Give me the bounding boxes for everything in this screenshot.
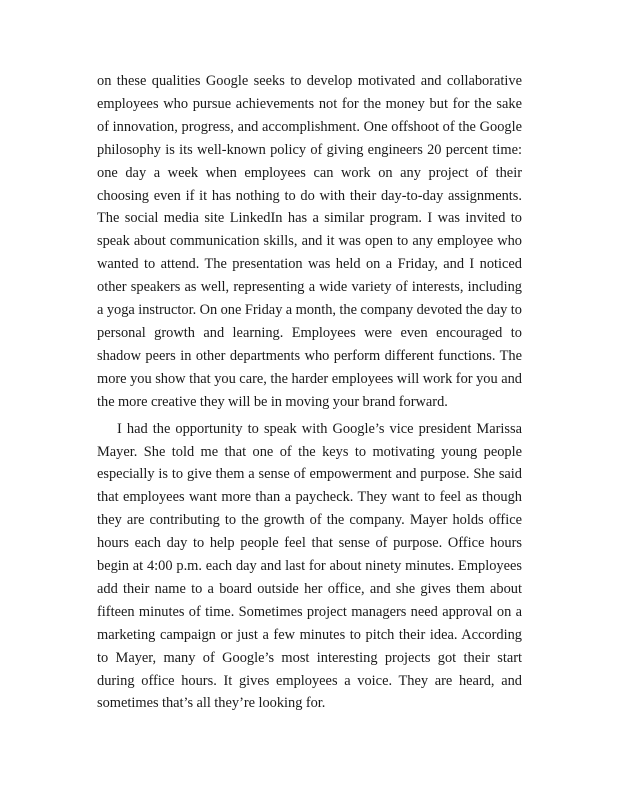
document-page — [97, 70, 522, 715]
body-paragraph-1: on these qualities Google seeks to develop motivated and collaborative employees who pursue achievements not for the money but for the sake of innovation, progress, and accomplishment. One offshoot of the Google philosophy is its well-known policy of giving engineers 20 percent time: one day a week when employees can work on any project of their choosing even if it has nothing to do with their day-to-day assignments. The social media site LinkedIn has a similar program. I was invited to speak about communication skills, and it was open to any employee who wanted to attend. The presentation was held on a Friday, and I noticed other speakers as well, representing a wide variety of interests, including a yoga instructor. On one Friday a month, the company devoted the day to personal growth and learning. Employees were even encouraged to shadow peers in other departments who perform different functions. The more you show that you care, the harder employees will work for you and the more creative they will be in moving your brand forward. — [97, 73, 522, 410]
body-paragraph-2: I had the opportunity to speak with Google’s vice president Marissa Mayer. She told me that one of the keys to motivating young people especially is to give them a sense of empowerment and purpose. She said that employees want more than a paycheck. They want to feel as though they are contributing to the growth of the company. Mayer holds office hours each day to help people feel that sense of purpose. Office hours begin at 4:00 p.m. each day and last for about ninety minutes. Employees add their name to a board outside her office, and she gives them about fifteen minutes of time. Sometimes project managers need approval on a marketing campaign or just a few minutes to pitch their idea. According to Mayer, many of Google’s most interesting projects got their start during office hours. It gives employees a voice. They are heard, and sometimes that’s all they’re looking for. — [97, 420, 522, 712]
